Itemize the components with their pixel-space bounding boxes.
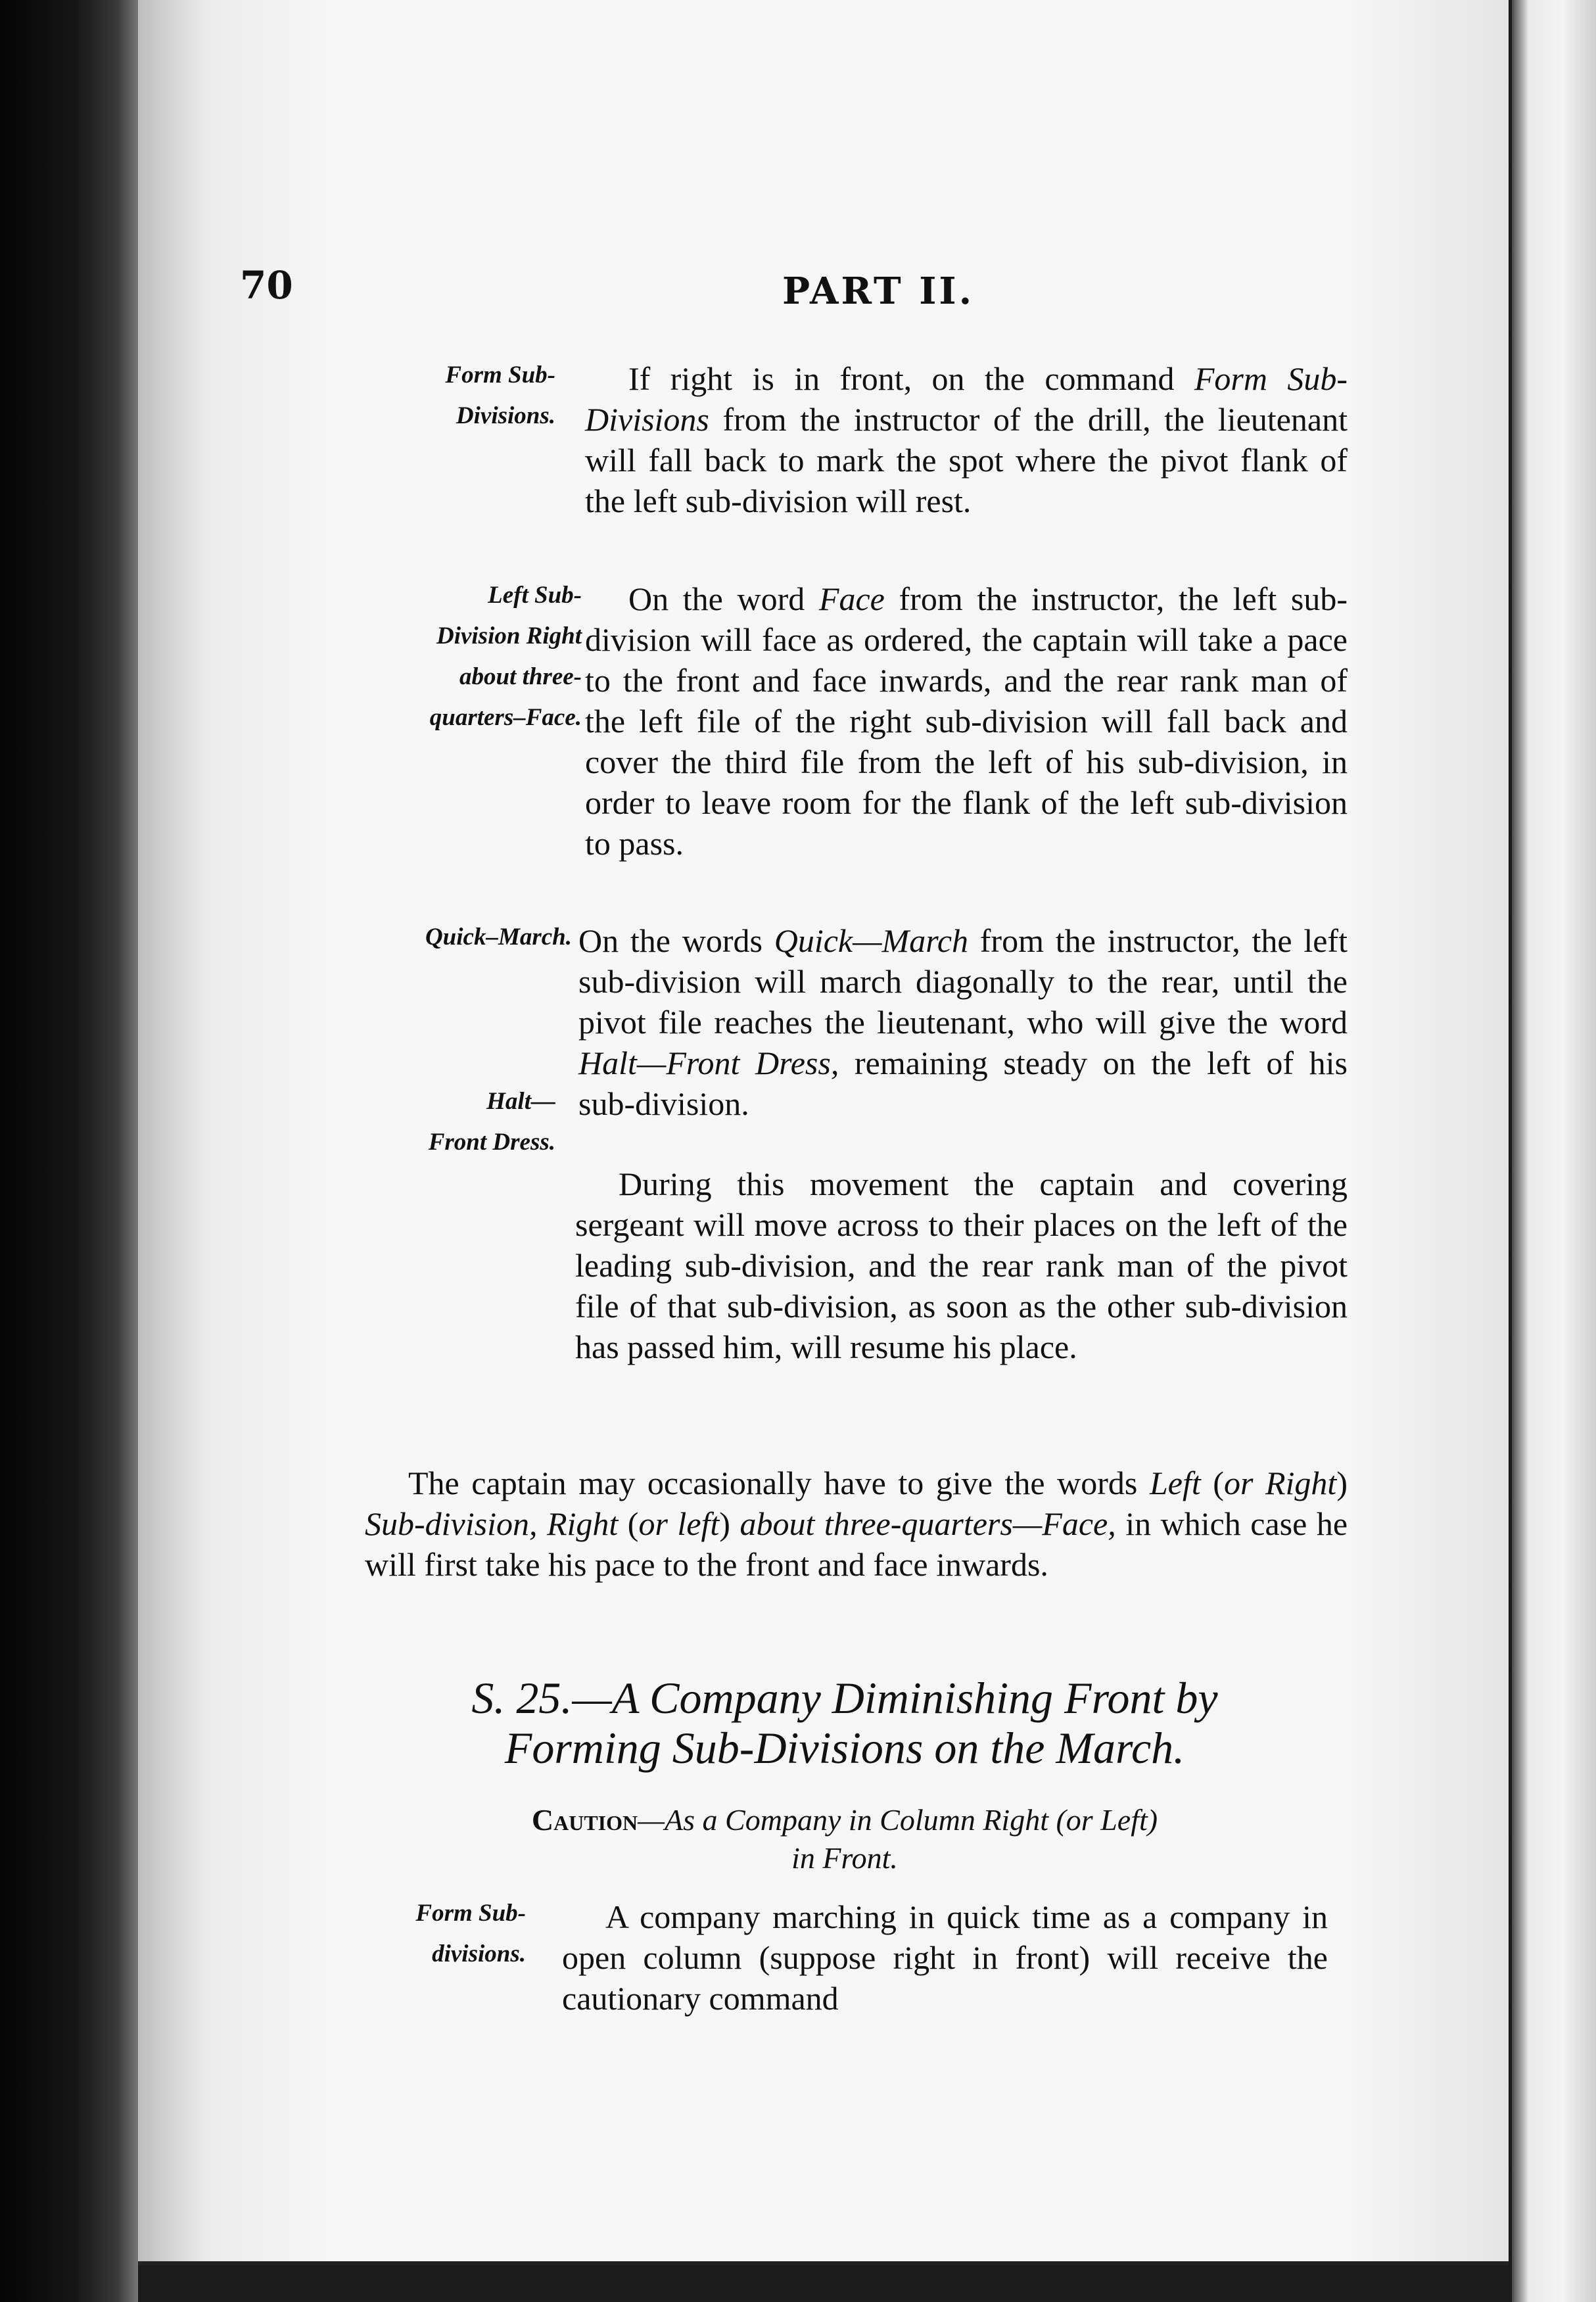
text: )	[1336, 1465, 1348, 1501]
book-binding-edge	[0, 0, 138, 2302]
emphasis: Halt—Front Dress,	[578, 1045, 839, 1081]
side-note-line: quarters–Face.	[429, 704, 582, 731]
facing-page-edge	[1512, 0, 1596, 2302]
side-note-line: Divisions.	[456, 402, 555, 429]
paragraph-company-marching	[562, 1896, 1328, 2019]
text: )	[719, 1505, 740, 1542]
emphasis: or left	[638, 1505, 720, 1542]
side-note-form-subdivisions	[368, 1893, 526, 1975]
side-note-quick-march	[368, 917, 572, 958]
text: remaining steady on the left of his sub-division.	[578, 1045, 1348, 1122]
paragraph-form-sub-divisions	[585, 358, 1348, 521]
emphasis: Sub-division, Right	[365, 1505, 619, 1542]
paragraph-captain-words	[365, 1463, 1348, 1585]
side-note-line: Form Sub-	[415, 1900, 526, 1927]
caution-text: —As a Company in Column Right (or Left)	[638, 1803, 1158, 1837]
running-head: PART II.	[782, 270, 975, 313]
side-note-line: Front Dress.	[428, 1129, 555, 1156]
side-note-line: Left Sub-	[488, 582, 582, 609]
text: from the instructor, the left sub-division will march diagonally to the rear, until the pivot file reaches the lieutenant, who will give the word	[578, 922, 1348, 1041]
caution-label: Caution	[531, 1803, 638, 1837]
page-number: 70	[240, 263, 293, 308]
text: (	[618, 1505, 639, 1542]
text: from the instructor of the drill, the lieutenant will fall back to mark the spot where the pivot flank of the left sub-division will rest.	[585, 401, 1348, 519]
side-note-line: Form Sub-	[445, 362, 555, 388]
caution-text-2: in Front.	[791, 1841, 898, 1875]
section-heading-line: Forming Sub-Divisions on the March.	[504, 1723, 1185, 1773]
section-heading	[355, 1673, 1334, 1773]
text: from the instructor, the left sub-division will face as ordered, the captain will take a pace to the front and face inwards, and the rear rank man of the left file of the right sub-division will fall back and cover the third file from the left of his sub-division, in order to leave room for the flank of the left sub-division to pass.	[585, 580, 1348, 862]
text: A company marching in quick time as a company in open column (suppose right in front) will receive the cautionary command	[562, 1898, 1328, 2017]
side-note-line: Quick–March.	[425, 924, 572, 951]
text: On the word	[628, 580, 819, 617]
emphasis: Quick—March	[774, 922, 969, 959]
side-note-form-sub-divisions	[368, 355, 555, 436]
side-note-left-sub-division	[368, 575, 582, 738]
side-note-line: Division Right	[436, 622, 582, 649]
paragraph-face	[585, 578, 1348, 864]
text: The captain may occasionally have to give the words	[408, 1465, 1150, 1501]
text: in which case he will first take his pace to the front and face inwards.	[365, 1505, 1348, 1583]
caution-first-line	[355, 1801, 1334, 1839]
paragraph-during-movement	[575, 1163, 1348, 1367]
text: (	[1200, 1465, 1224, 1501]
emphasis: Form Sub-Divisions	[585, 360, 1348, 438]
side-note-halt-front-dress	[368, 1081, 555, 1163]
text: On the words	[578, 922, 774, 959]
caution-line	[355, 1801, 1334, 1877]
text: If right is in front, on the command	[628, 360, 1194, 397]
emphasis: about three-quarters—Face,	[739, 1505, 1116, 1542]
side-note-line: about three-	[459, 663, 582, 690]
text: During this movement the captain and covering sergeant will move across to their places on the left of the leading sub-division, and the rear rank man of the pivot file of that sub-division, as soon as the other sub-division has passed him, will resume his place.	[575, 1165, 1348, 1365]
side-note-line: divisions.	[432, 1940, 526, 1967]
section-heading-line: S. 25.—A Company Diminishing Front by	[471, 1673, 1218, 1723]
side-note-line: Halt—	[486, 1088, 555, 1115]
caution-second-line	[355, 1839, 1334, 1877]
emphasis: Face	[818, 580, 885, 617]
paragraph-quick-march	[578, 920, 1348, 1124]
emphasis: Left	[1149, 1465, 1201, 1501]
emphasis: or Right	[1223, 1465, 1337, 1501]
